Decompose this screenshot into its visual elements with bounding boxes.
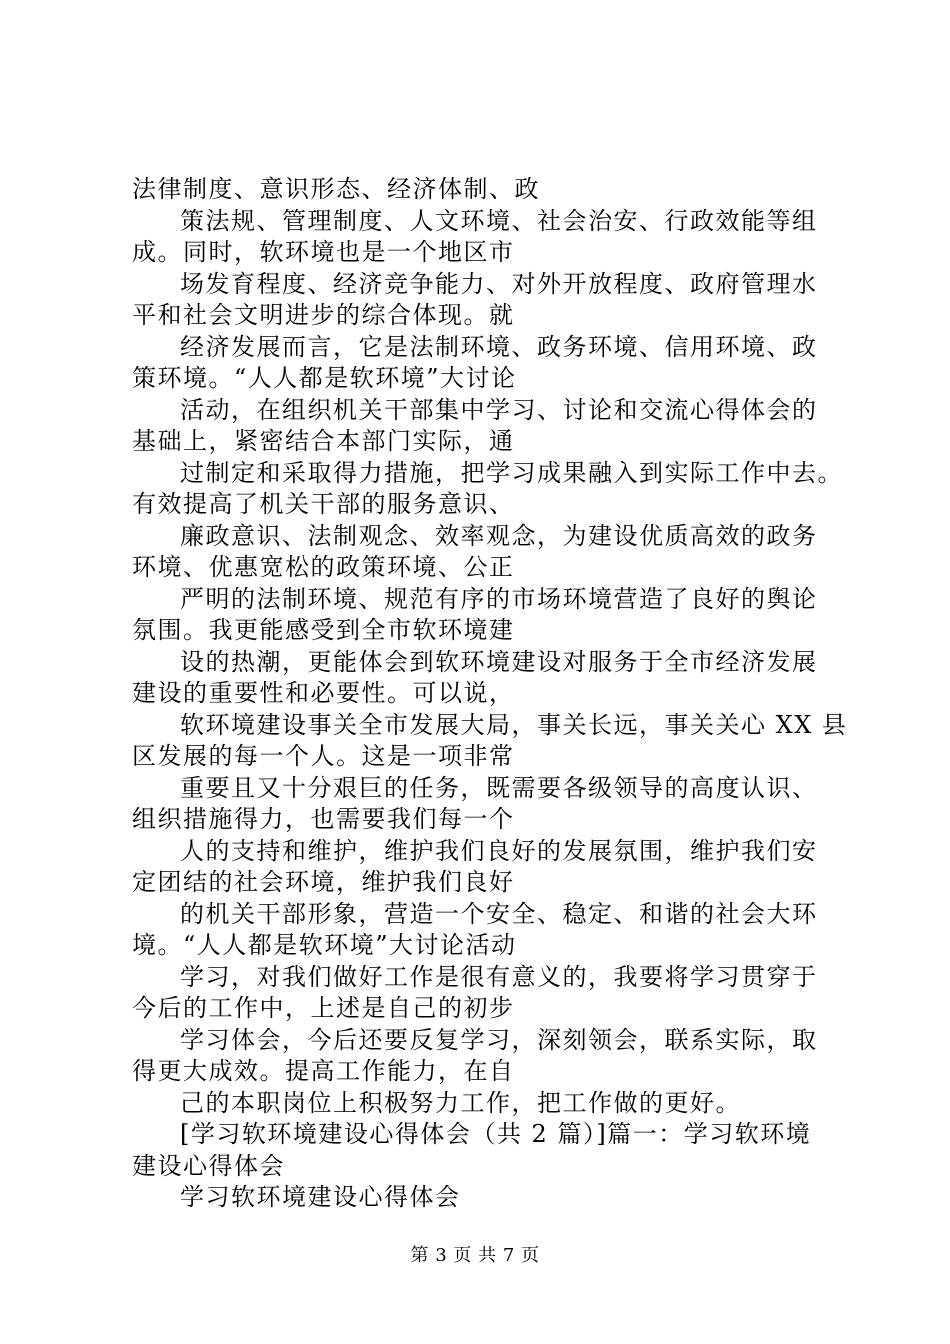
- paragraph-line: 环境、优惠宽松的政策环境、公正: [132, 553, 515, 581]
- paragraph: [132, 584, 852, 647]
- paragraph: [132, 395, 852, 458]
- paragraph-line: 策环境。“人人都是软环境”大讨论: [132, 364, 517, 392]
- paragraph-line: 区发展的每一个人。这是一项非常: [132, 742, 515, 770]
- paragraph-line: 组织措施得力，也需要我们每一个: [132, 805, 515, 833]
- paragraph-line: 人的支持和维护，维护我们良好的发展氛围，维护我们安: [180, 836, 818, 865]
- paragraph-line: 重要且又十分艰巨的任务，既需要各级领导的高度认识、: [180, 773, 818, 802]
- paragraph-line: 定团结的社会环境，维护我们良好: [132, 868, 515, 896]
- paragraph-line: 有效提高了机关干部的服务意识、: [132, 490, 515, 518]
- body-text: [132, 174, 852, 1214]
- paragraph: [132, 899, 852, 962]
- paragraph-line: 廉政意识、法制观念、效率观念，为建设优质高效的政务: [180, 521, 818, 550]
- paragraph: [132, 332, 852, 395]
- paragraph: [132, 1025, 852, 1088]
- paragraph-line: 经济发展而言，它是法制环境、政务环境、信用环境、政: [180, 332, 818, 361]
- paragraph-line: 严明的法制环境、规范有序的市场环境营造了良好的舆论: [180, 584, 818, 613]
- paragraph: [132, 710, 852, 773]
- paragraph: [132, 269, 852, 332]
- paragraph-line: 己的本职岗位上积极努力工作，把工作做的更好。: [180, 1088, 741, 1117]
- paragraph: [132, 1119, 852, 1182]
- paragraph-line: 建设的重要性和必要性。可以说，: [132, 679, 515, 707]
- paragraph-line: 场发育程度、经济竞争能力、对外开放程度、政府管理水: [180, 269, 818, 298]
- paragraph-line: 活动，在组织机关干部集中学习、讨论和交流心得体会的: [180, 395, 818, 424]
- paragraph-line: 学习，对我们做好工作是很有意义的，我要将学习贯穿于: [180, 962, 818, 991]
- paragraph-line: 建设心得体会: [132, 1151, 285, 1180]
- paragraph: [132, 1182, 852, 1214]
- paragraph-line: 学习体会，今后还要反复学习，深刻领会，联系实际，取: [180, 1025, 818, 1054]
- paragraph: [132, 206, 852, 269]
- paragraph-line: 平和社会文明进步的综合体现。就: [132, 301, 515, 329]
- paragraph-line: 策法规、管理制度、人文环境、社会治安、行政效能等组: [180, 206, 818, 235]
- paragraph: [132, 962, 852, 1025]
- paragraph: [132, 647, 852, 710]
- paragraph-line: 成。同时，软环境也是一个地区市: [132, 238, 515, 266]
- paragraph-line: 学习软环境建设心得体会: [180, 1183, 461, 1211]
- paragraph-line: 过制定和采取得力措施，把学习成果融入到实际工作中去。: [180, 458, 843, 487]
- paragraph-line: 设的热潮，更能体会到软环境建设对服务于全市经济发展: [180, 647, 818, 676]
- paragraph: [132, 521, 852, 584]
- paragraph: [132, 458, 852, 521]
- paragraph: [132, 174, 852, 206]
- paragraph-line: 软环境建设事关全市发展大局，事关长远，事关关心 XX 县: [180, 710, 848, 739]
- paragraph-line: [学习软环境建设心得体会（共 2 篇）]篇一：学习软环境: [180, 1120, 812, 1148]
- paragraph-line: 基础上，紧密结合本部门实际，通: [132, 427, 515, 455]
- paragraph: [132, 773, 852, 836]
- page-number-footer: 第 3 页 共 7 页: [410, 1245, 540, 1266]
- paragraph-line: 法律制度、意识形态、经济体制、政: [132, 175, 540, 203]
- paragraph-line: 得更大成效。提高工作能力，在自: [132, 1057, 515, 1085]
- paragraph: [132, 836, 852, 899]
- paragraph-line: 境。“人人都是软环境”大讨论活动: [132, 931, 517, 959]
- paragraph: [132, 1088, 852, 1120]
- paragraph-line: 今后的工作中，上述是自己的初步: [132, 994, 515, 1022]
- paragraph-line: 的机关干部形象，营造一个安全、稳定、和谐的社会大环: [180, 899, 818, 928]
- paragraph-line: 氛围。我更能感受到全市软环境建: [132, 616, 515, 644]
